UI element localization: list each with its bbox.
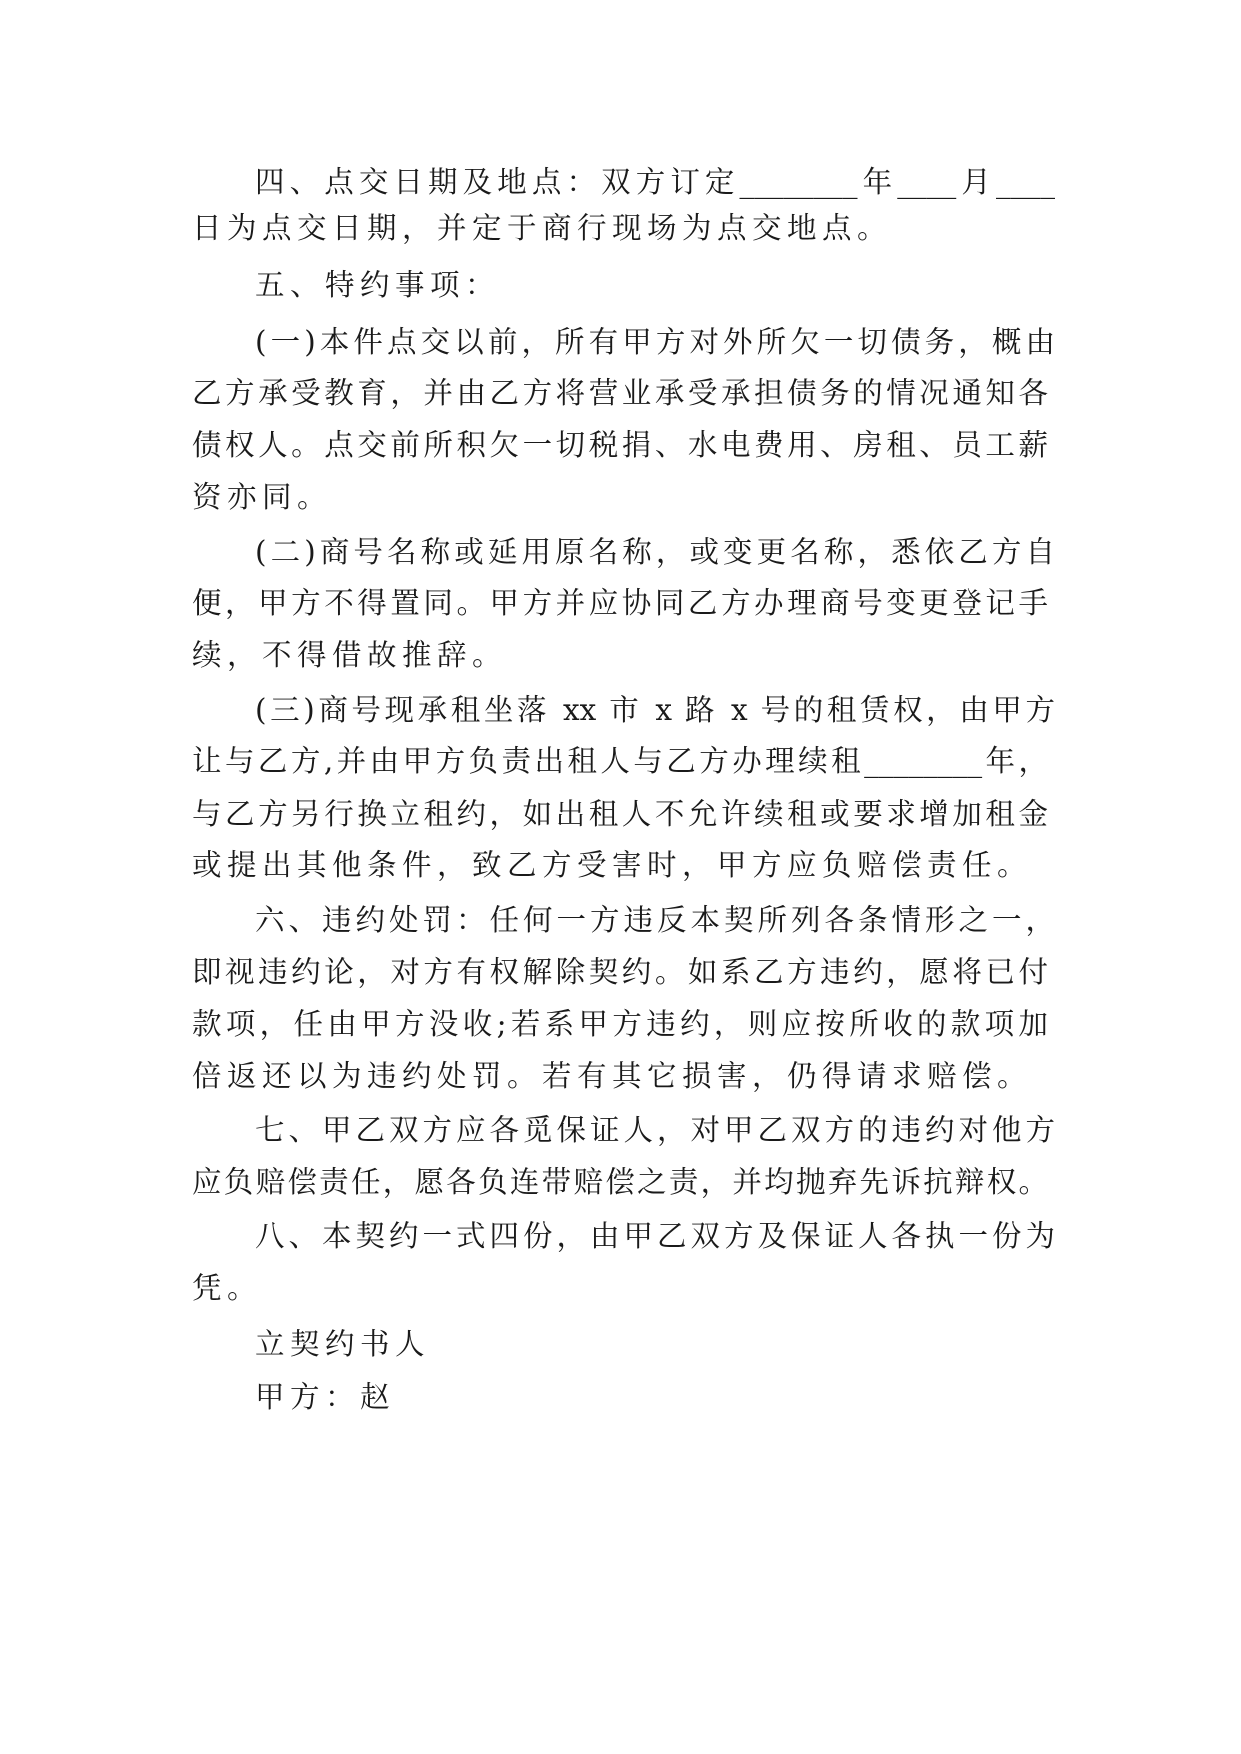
clause-5-1-line-3: 债权人。点交前所积欠一切税捐、水电费用、房租、员工薪 xyxy=(192,428,1048,462)
clause-4-line-2: 日为点交日期，并定于商行现场为点交地点。 xyxy=(192,211,893,245)
clause-5-3-line-1: (三)商号现承租坐落 xx 市 x 路 x 号的租赁权，由甲方 xyxy=(255,693,1055,727)
clause-5-1-line-2: 乙方承受教育，并由乙方将营业承受承担债务的情况通知各 xyxy=(192,376,1048,410)
clause-8-line-2: 凭。 xyxy=(192,1271,263,1305)
clause-8-line-1: 八、本契约一式四份，由甲乙双方及保证人各执一份为 xyxy=(255,1219,1055,1253)
clause-6-line-4: 倍返还以为违约处罚。若有其它损害，仍得请求赔偿。 xyxy=(192,1059,1033,1093)
clause-5-2-line-3: 续，不得借故推辞。 xyxy=(192,638,508,672)
clause-6-line-3: 款项，任由甲方没收;若系甲方违约，则应按所收的款项加 xyxy=(192,1007,1048,1041)
clause-5-3-line-3: 与乙方另行换立租约，如出租人不允许续租或要求增加租金 xyxy=(192,797,1048,831)
clause-5-1-line-1: (一)本件点交以前，所有甲方对外所欠一切债务，概由 xyxy=(255,325,1055,359)
clause-5-1-line-4: 资亦同。 xyxy=(192,480,333,514)
party-a-signature: 甲方：赵 xyxy=(255,1380,396,1414)
clause-4-line-1: 四、点交日期及地点：双方订定________年____月____ xyxy=(255,165,1055,199)
clause-5-3-line-4: 或提出其他条件，致乙方受害时，甲方应负赔偿责任。 xyxy=(192,848,1033,882)
clause-5-2-line-2: 便，甲方不得置同。甲方并应协同乙方办理商号变更登记手 xyxy=(192,586,1048,620)
clause-5-heading: 五、特约事项： xyxy=(255,268,501,302)
clause-5-2-line-1: (二)商号名称或延用原名称，或变更名称，悉依乙方自 xyxy=(255,535,1055,569)
clause-7-line-2: 应负赔偿责任，愿各负连带赔偿之责，并均抛弃先诉抗辩权。 xyxy=(192,1165,1048,1199)
clause-7-line-1: 七、甲乙双方应各觅保证人，对甲乙双方的违约对他方 xyxy=(255,1113,1055,1147)
clause-5-3-line-2: 让与乙方,并由甲方负责出租人与乙方办理续租________年， xyxy=(192,744,1048,778)
clause-6-line-2: 即视违约论，对方有权解除契约。如系乙方违约，愿将已付 xyxy=(192,955,1048,989)
signatory-heading: 立契约书人 xyxy=(255,1327,431,1361)
clause-6-line-1: 六、违约处罚：任何一方违反本契所列各条情形之一， xyxy=(255,903,1055,937)
